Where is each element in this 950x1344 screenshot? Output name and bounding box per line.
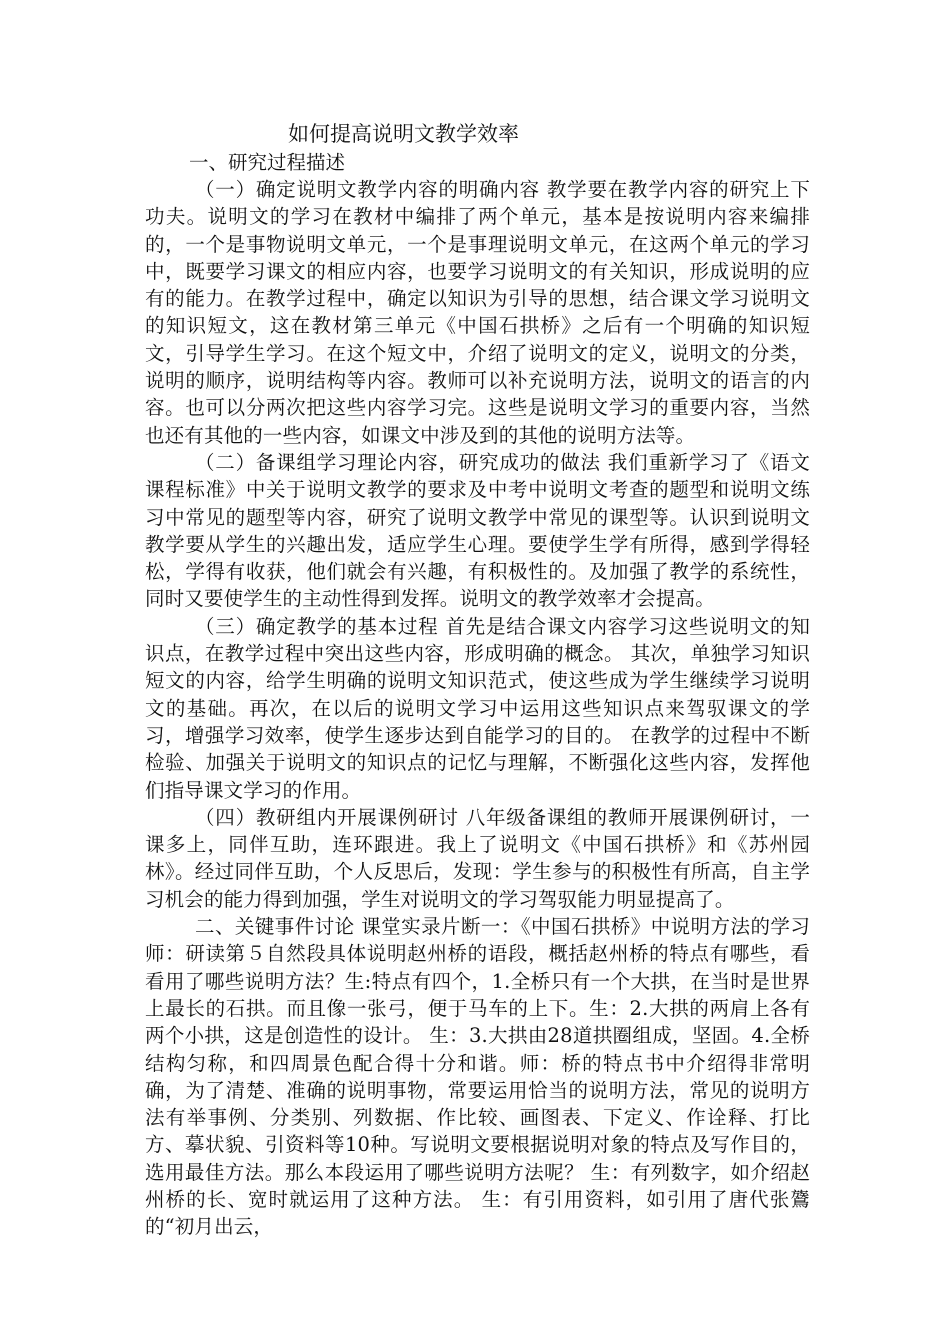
paragraph-study-theory: （二）备课组学习理论内容，研究成功的做法 我们重新学习了《语文课程标准》中关于说明文教学的要求及中考中说明文考查的题型和说明文练习中常见的题型等内容，研究了说明文教学中常见的课型等。认识到说明文教学要从学生的兴趣出发，适应学生心理。要使学生学有所得，感到学得轻松，学得有收获，他们就会有兴趣，有积极性的。及加强了教学的系统性，同时又要使学生的主动性得到发挥。说明文的教学效率才会提高。 — [145, 450, 810, 611]
paragraph-case-study: （四）教研组内开展课例研讨 八年级备课组的教师开展课例研讨，一课多上，同伴互助，连环跟进。我上了说明文《中国石拱桥》和《苏州园林》。经过同伴互助，个人反思后，发现：学生参与的积极性有所高，自主学习机会的能力得到加强，学生对说明文的学习驾驭能力明显提高了。 — [145, 805, 810, 911]
document-title: 如何提高说明文教学效率 — [288, 122, 519, 146]
document-page — [145, 120, 810, 1241]
paragraph-determine-content: （一）确定说明文教学内容的明确内容 教学要在教学内容的研究上下功夫。说明文的学习在教材中编排了两个单元，基本是按说明内容来编排的，一个是事物说明文单元，一个是事理说明文单元，在这两个单元的学习中，既要学习课文的相应内容，也要学习说明文的有关知识，形成说明的应有的能力。在教学过程中，确定以知识为引导的思想，结合课文学习说明文的知识短文，这在教材第三单元《中国石拱桥》之后有一个明确的知识短文，引导学生学习。在这个短文中，介绍了说明文的定义，说明文的分类，说明的顺序，说明结构等内容。教师可以补充说明方法，说明文的语言的内容。也可以分两次把这些内容学习完。这些是说明文学习的重要内容，当然也还有其他的一些内容，如课文中涉及到的其他的说明方法等。 — [145, 178, 810, 447]
paragraph-key-events: 二、关键事件讨论 课堂实录片断一：《中国石拱桥》中说明方法的学习 师：研读第５自然段具体说明赵州桥的语段，概括赵州桥的特点有哪些，看看用了哪些说明方法？生:特点有四个，1.全桥只有一个大拱，在当时是世界上最长的石拱。而且像一张弓，便于马车的上下。生：2.大拱的两肩上各有两个小拱，这是创造性的设计。 生：3.大拱由28道拱圈组成，坚固。4.全桥结构匀称，和四周景色配合得十分和谐。师：桥的特点书中介绍得非常明确，为了清楚、准确的说明事物，常要运用恰当的说明方法，常见的说明方法有举事例、分类别、列数据、作比较、画图表、下定义、作诠释、打比方、摹状貌、引资料等10种。写说明文要根据说明对象的特点及写作目的，选用最佳方法。那么本段运用了哪些说明方法呢？ 生：有列数字，如介绍赵州桥的长、宽时就运用了这种方法。 生：有引用资料，如引用了唐代张鷟的“初月出云， — [145, 915, 810, 1239]
section-heading: 一、研究过程描述 — [189, 151, 346, 174]
paragraph-teaching-process: （三）确定教学的基本过程 首先是结合课文内容学习这些说明文的知识点，在教学过程中突出这些内容，形成明确的概念。 其次，单独学习知识短文的内容，给学生明确的说明文知识范式，使这些成为学生继续学习说明文的基础。再次，在以后的说明文学习中运用这些知识点来驾驭课文的学习，增强学习效率，使学生逐步达到自能学习的目的。 在教学的过程中不断检验、加强关于说明文的知识点的记忆与理解，不断强化这些内容，发挥他们指导课文学习的作用。 — [145, 614, 810, 802]
